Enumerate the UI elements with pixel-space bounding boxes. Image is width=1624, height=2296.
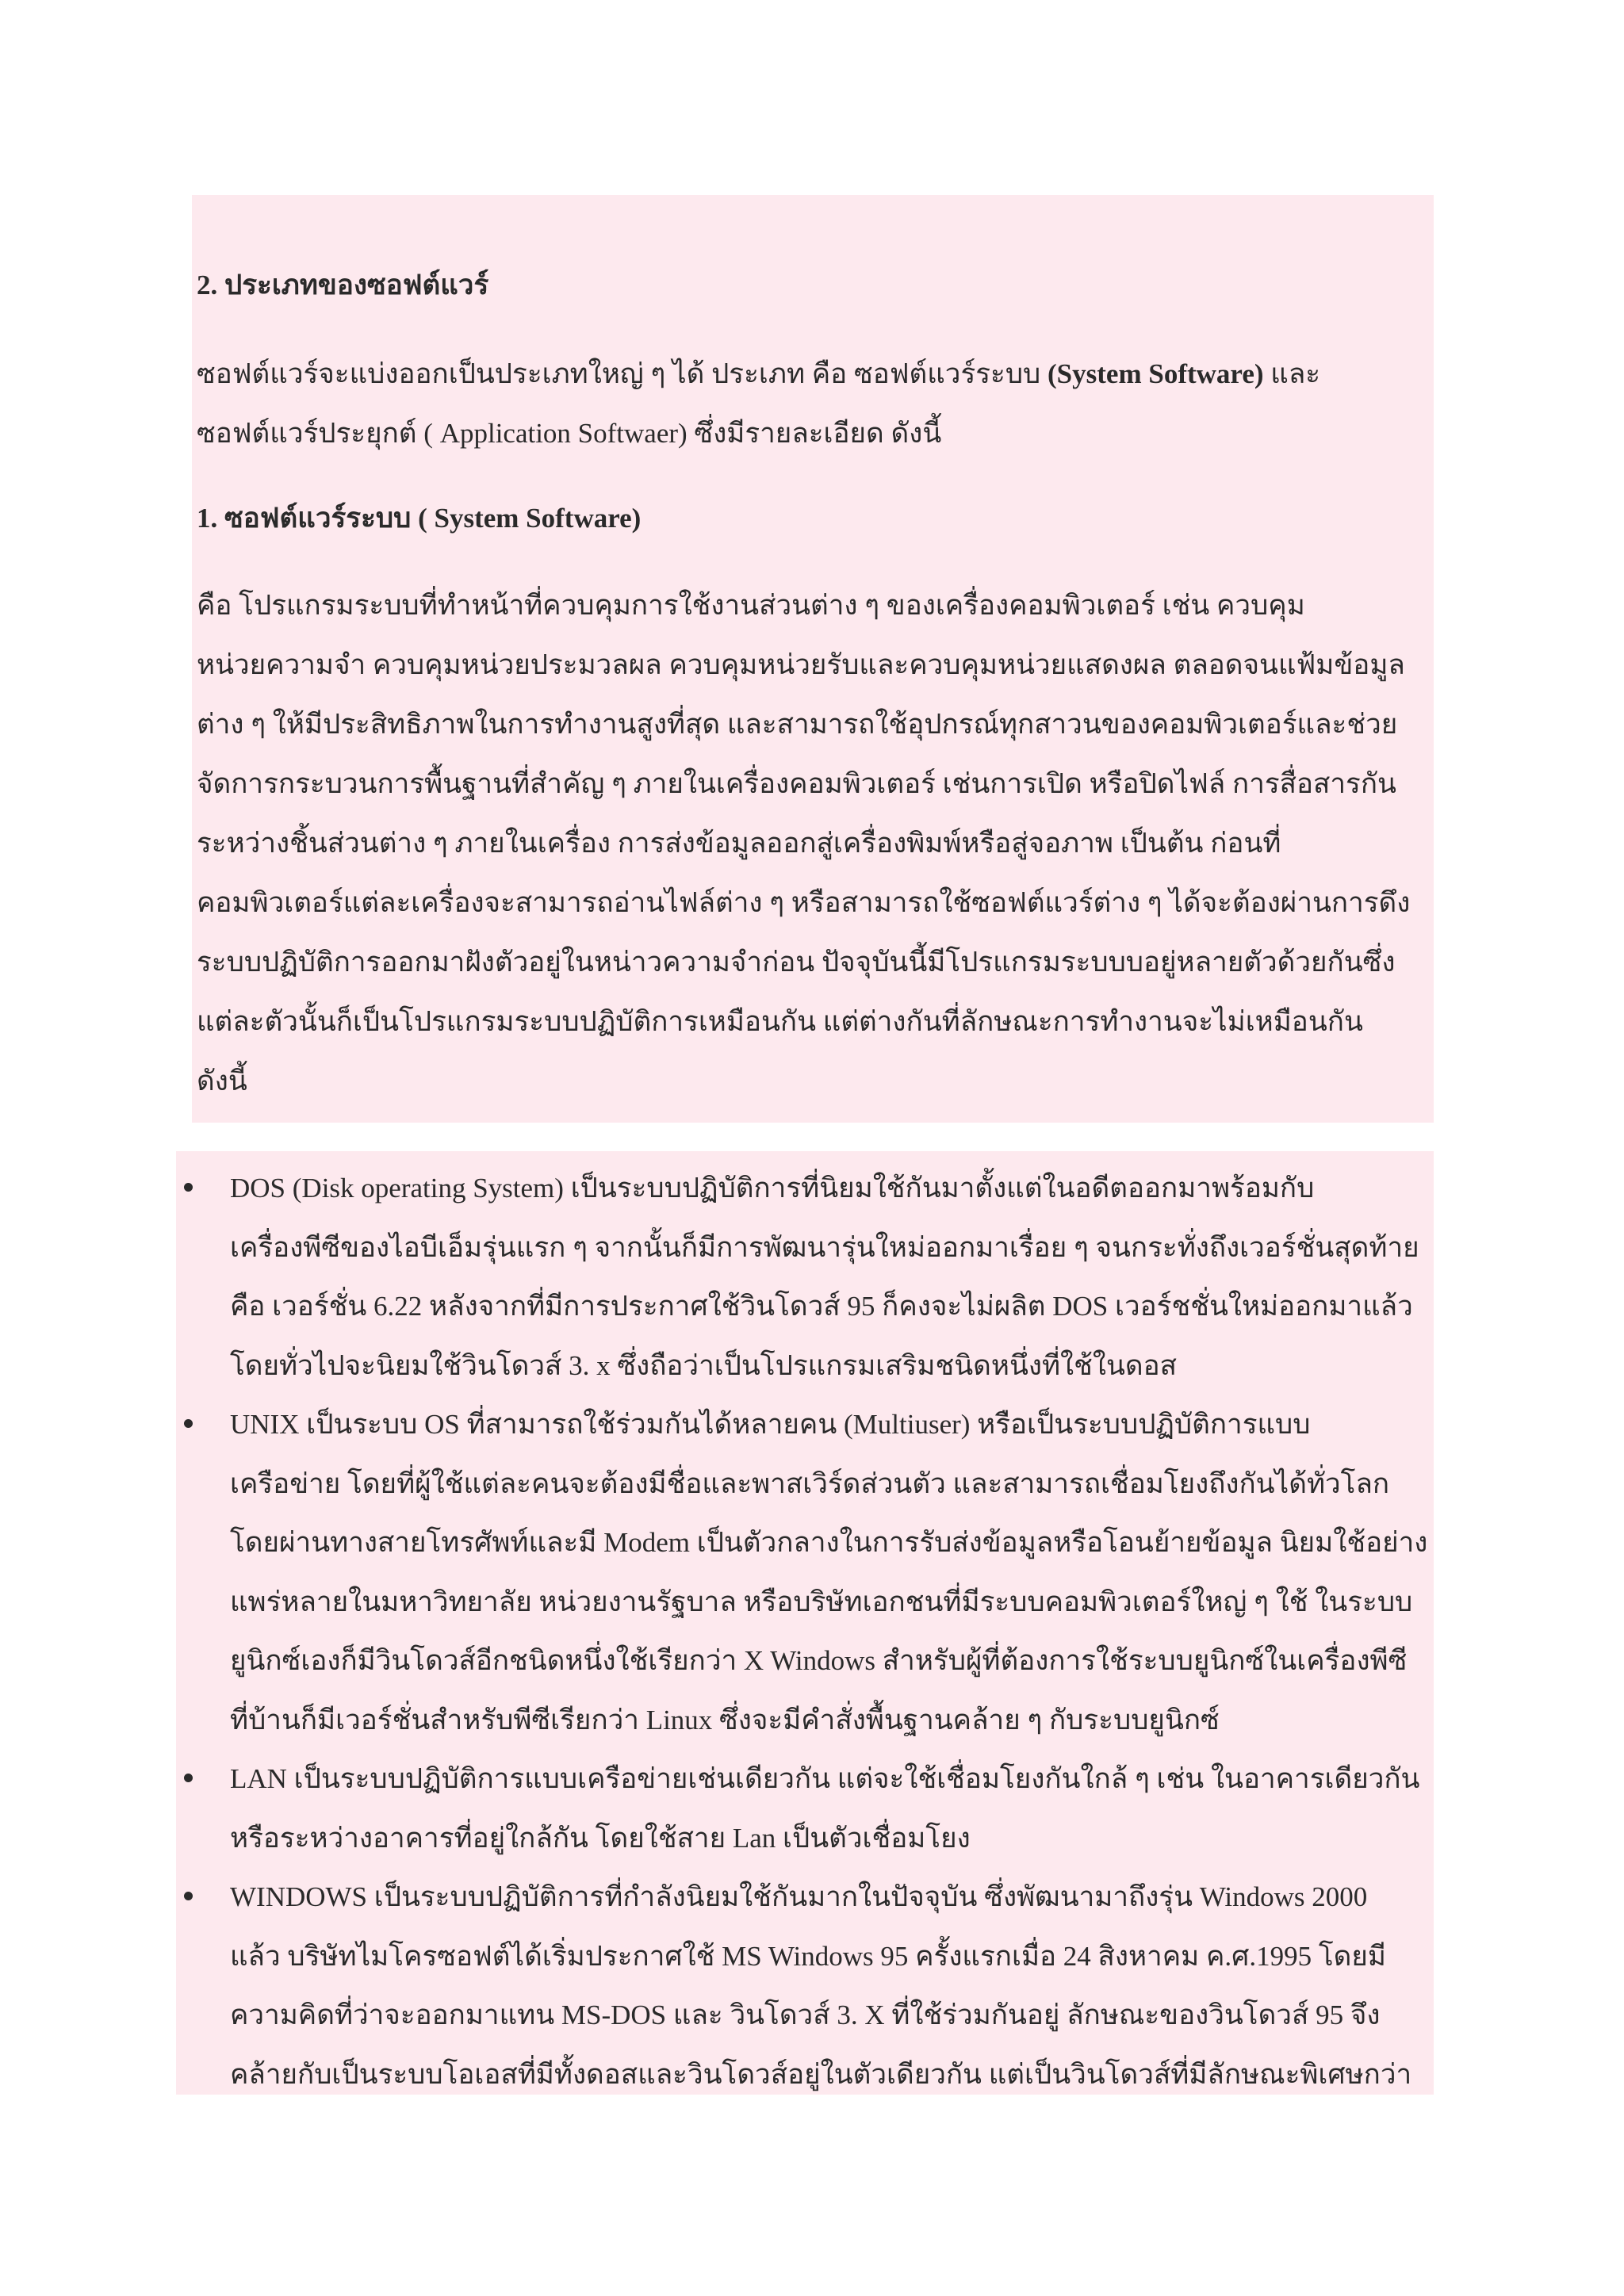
bullet-line: แล้ว บริษัทไมโครซอฟต์ได้เริ่มประกาศใช้ MS Windows 95 ครั้งแรกเมื่อ 24 สิงหาคม ค.ศ.1995 โดยมี (230, 1940, 1386, 1972)
bullet-line: คือ เวอร์ชั่น 6.22 หลังจากที่มีการประกาศใช้วินโดวส์ 95 ก็คงจะไม่ผลิต DOS เวอร์ชชั่นใหม่ออกมาแล้ว (230, 1291, 1413, 1322)
bullet-line: UNIX เป็นระบบ OS ที่สามารถใช้ร่วมกันได้หลายคน (Multiuser) หรือเป็นระบบปฏิบัติการแบบ (230, 1409, 1311, 1440)
section-system-software (192, 195, 1434, 1123)
list-item-lan (176, 1750, 1434, 1868)
bullet-line: DOS (Disk operating System) เป็นระบบปฏิบัติการที่นิยมใช้กันมาตั้งแต่ในอดีตออกมาพร้อมกับ (230, 1173, 1315, 1203)
bullet-dot-icon (184, 1774, 193, 1782)
body-line: ระบบปฏิบัติการออกมาฝังตัวอยู่ในหน่าวความจำก่อน ปัจจุบันนี้มีโปรแกรมระบบบอยู่หลายตัวด้วยกันซึ่ง (197, 947, 1396, 978)
bullet-line: ความคิดที่ว่าจะออกมาแทน MS-DOS และ วินโดวส์ 3. X ที่ใช้ร่วมกันอยู่ ลักษณะของวินโดวส์ 95 จึง (230, 1999, 1381, 2030)
bullet-dot-icon (184, 1892, 193, 1900)
body-line: แต่ละตัวนั้นก็เป็นโปรแกรมระบบปฏิบัติการเหมือนกัน แต่ต่างกันที่ลักษณะการทำงานจะไม่เหมือนกัน (197, 1006, 1363, 1037)
spacer (197, 463, 1434, 495)
intro-text-start: ซอฟต์แวร์จะแบ่งออกเป็นประเภทใหญ่ ๆ ได้ ประเภท คือ ซอฟต์แวร์ระบบ (197, 358, 1048, 389)
bullet-line: ยูนิกซ์เองก็มีวินโดวส์อีกชนิดหนึ่งใช้เรียกว่า X Windows สำหรับผู้ที่ต้องการใช้ระบบยูนิกซ์ในเครื่องพีซี (230, 1645, 1408, 1676)
bullet-dot-icon (184, 1419, 193, 1428)
intro-text-line2: ซอฟต์แวร์ประยุกต์ ( Application Softwaer) ซึ่งมีรายละเอียด ดังนี้ (197, 418, 942, 449)
bullet-line: แพร่หลายในมหาวิทยาลัย หน่วยงานรัฐบาล หรือบริษัทเอกชนที่มีระบบคอมพิวเตอร์ใหญ่ ๆ ใช้ ในระบบ (230, 1586, 1413, 1617)
bullet-line: ที่บ้านก็มีเวอร์ชั่นสำหรับพีซีเรียกว่า Linux ซึ่งจะมีคำสั่งพื้นฐานคล้าย ๆ กับระบบยูนิกซ์ (230, 1704, 1220, 1735)
sub-heading: 1. ซอฟต์แวร์ระบบ ( System Software) (197, 503, 642, 534)
bullet-line: เครื่องพีซีของไอบีเอ็มรุ่นแรก ๆ จากนั้นก็มีการพัฒนารุ่นใหม่ออกมาเรื่อย ๆ จนกระทั่งถึงเวอร์ชั่นสุดท้าย (230, 1231, 1419, 1263)
bullet-line: WINDOWS เป็นระบบปฏิบัติการที่กำลังนิยมใช้กันมากในปัจจุบัน ซึ่งพัฒนามาถึงรุ่น Windows 2000 (230, 1881, 1368, 1912)
spacer (197, 542, 1434, 576)
list-item-unix (176, 1395, 1434, 1750)
body-paragraph (197, 576, 1434, 1111)
section-heading: 2. ประเภทของซอฟต์แวร์ (197, 270, 489, 300)
os-bullet-list (176, 1159, 1434, 2104)
bullet-line: คล้ายกับเป็นระบบโอเอสที่มีทั้งดอสและวินโดวส์อยู่ในตัวเดียวกัน แต่เป็นวินโดวส์ที่มีลักษณะพิเศษกว่า (230, 2058, 1412, 2090)
body-line: คอมพิวเตอร์แต่ละเครื่องจะสามารถอ่านไฟล์ต่าง ๆ หรือสามารถใช้ซอฟต์แวร์ต่าง ๆ ได้จะต้องผ่านการดึง (197, 887, 1411, 918)
os-bullet-list-section (176, 1151, 1434, 2095)
spacer (197, 309, 1434, 344)
bullet-line: LAN เป็นระบบปฏิบัติการแบบเครือข่ายเช่นเดียวกัน แต่จะใช้เชื่อมโยงกันใกล้ ๆ เช่น ในอาคารเดียวกัน (230, 1763, 1420, 1794)
body-line: จัดการกระบวนการพื้นฐานที่สำคัญ ๆ ภายในเครื่องคอมพิวเตอร์ เช่นการเปิด หรือปิดไฟล์ การสื่อสารกัน (197, 768, 1396, 799)
body-line: ดังนี้ (197, 1066, 247, 1096)
intro-paragraph (197, 344, 1434, 463)
bullet-dot-icon (184, 1183, 193, 1192)
bullet-line: เครือข่าย โดยที่ผู้ใช้แต่ละคนจะต้องมีชื่อและพาสเวิร์ดส่วนตัว และสามารถเชื่อมโยงถึงกันได้ทั่วโลก (230, 1468, 1390, 1499)
body-line: ระหว่างชิ้นส่วนต่าง ๆ ภายในเครื่อง การส่งข้อมูลออกสู่เครื่องพิมพ์หรือสู่จอภาพ เป็นต้น ก่อนที่ (197, 828, 1281, 859)
intro-text-end: และ (1263, 358, 1321, 389)
bullet-line: โดยทั่วไปจะนิยมใช้วินโดวส์ 3. x ซึ่งถือว่าเป็นโปรแกรมเสริมชนิดหนึ่งที่ใช้ในดอส (230, 1349, 1177, 1381)
bullet-line: หรือระหว่างอาคารที่อยู่ใกล้กัน โดยใช้สาย Lan เป็นตัวเชื่อมโยง (230, 1822, 971, 1854)
body-line: หน่วยความจำ ควบคุมหน่วยประมวลผล ควบคุมหน่วยรับและควบคุมหน่วยแสดงผล ตลอดจนแฟ้มข้อมูล (197, 649, 1405, 680)
list-item-windows (176, 1868, 1434, 2104)
intro-bold-term: (System Software) (1048, 358, 1264, 389)
body-line: คือ โปรแกรมระบบที่ทำหน้าที่ควบคุมการใช้งานส่วนต่าง ๆ ของเครื่องคอมพิวเตอร์ เช่น ควบคุม (197, 590, 1305, 621)
bullet-line: โดยผ่านทางสายโทรศัพท์และมี Modem เป็นตัวกลางในการรับส่งข้อมูลหรือโอนย้ายข้อมูล นิยมใช้อย่าง (230, 1527, 1428, 1558)
list-item-dos (176, 1159, 1434, 1395)
body-line: ต่าง ๆ ให้มีประสิทธิภาพในการทำงานสูงที่สุด และสามารถใช้อุปกรณ์ทุกสาวนของคอมพิวเตอร์และช่วย (197, 709, 1398, 740)
